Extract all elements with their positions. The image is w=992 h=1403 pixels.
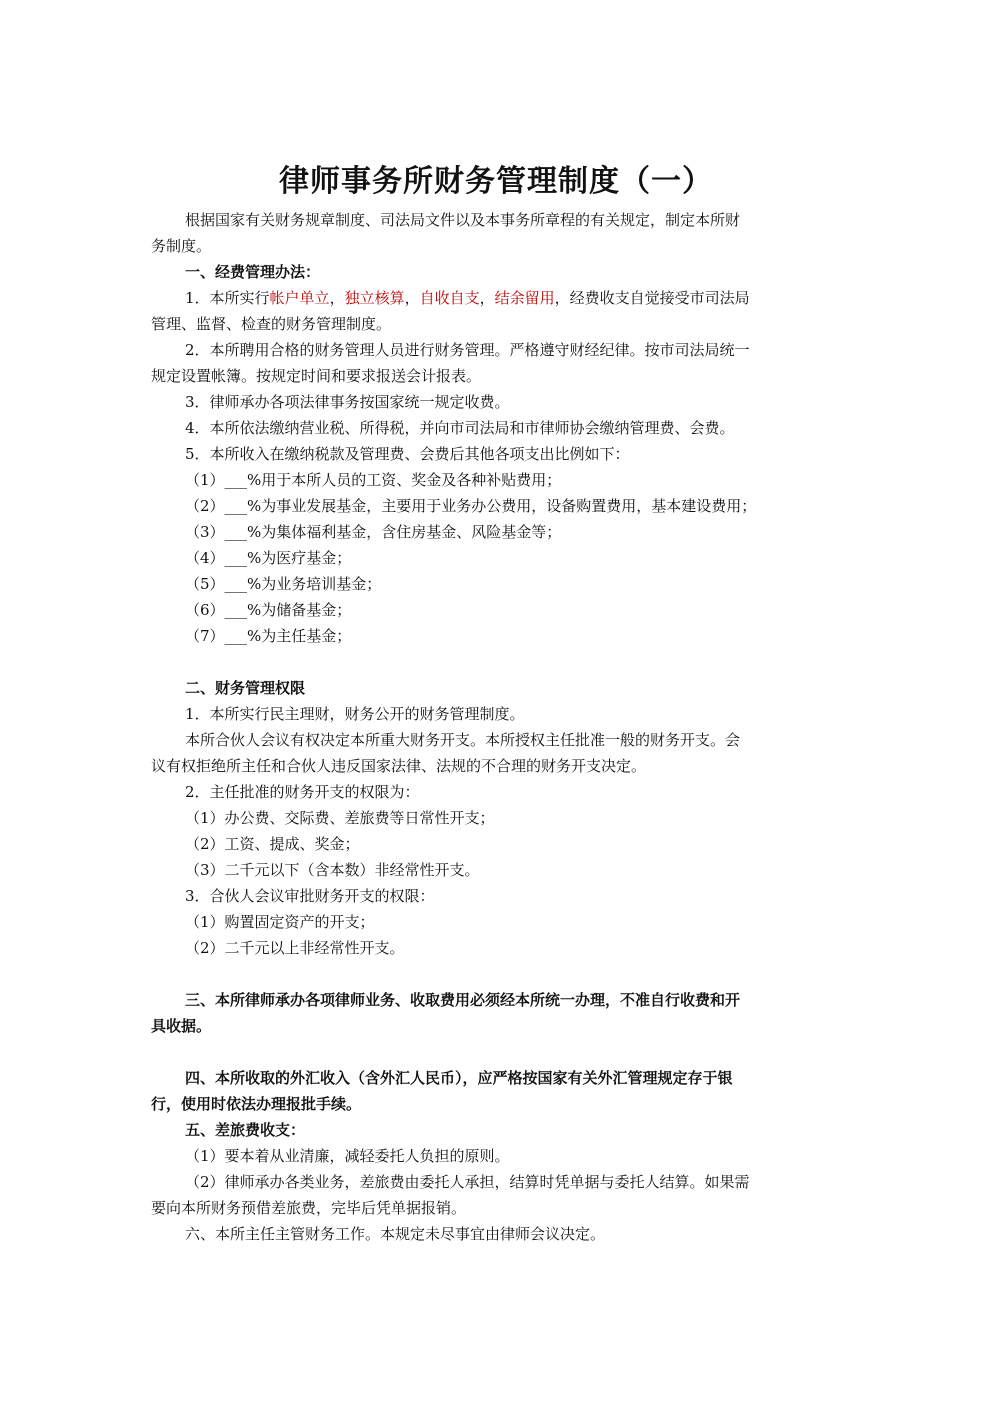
section5-sub1: （1）要本着从业清廉，减轻委托人负担的原则。 <box>185 1147 510 1165</box>
ratio-item: （6）___%为储备基金； <box>185 601 352 619</box>
section4-paragraph-cont: 行，使用时依法办理报批手续。 <box>151 1095 362 1113</box>
separator: ， <box>329 289 345 307</box>
section1-item2: 2．本所聘用合格的财务管理人员进行财务管理。严格遵守财经纪律。按市司法局统一 <box>185 341 750 359</box>
section1-item1 <box>151 285 845 311</box>
section2-item3: 3．合伙人会议审批财务开支的权限： <box>185 887 435 905</box>
intro-paragraph-cont: 务制度。 <box>151 237 212 255</box>
section1-item4: 4．本所依法缴纳营业税、所得税，并向市司法局和市律师协会缴纳管理费、会费。 <box>185 419 735 437</box>
section5-sub2-cont: 要向本所财务预借差旅费，完毕后凭单据报销。 <box>151 1199 467 1217</box>
section2-item2-sub: （1）办公费、交际费、差旅费等日常性开支； <box>185 809 495 827</box>
document-title: 律师事务所财务管理制度（一） <box>279 164 713 199</box>
section3-paragraph-cont: 具收据。 <box>151 1017 212 1035</box>
section2-heading: 二、财务管理权限 <box>185 679 306 697</box>
section2-item3-sub: （1）购置固定资产的开支； <box>185 913 375 931</box>
section2-paragraph-cont: 议有权拒绝所主任和合伙人违反国家法律、法规的不合理的财务开支决定。 <box>151 757 647 775</box>
section6-paragraph: 六、本所主任主管财务工作。本规定未尽事宜由律师会议决定。 <box>185 1225 606 1243</box>
intro-paragraph: 根据国家有关财务规章制度、司法局文件以及本事务所章程的有关规定，制定本所财 <box>185 211 741 229</box>
highlight-accounting: 独立核算 <box>344 289 405 307</box>
ratio-item: （3）___%为集体福利基金，含住房基金、风险基金等； <box>185 523 562 541</box>
section1-heading: 一、经费管理办法： <box>185 263 321 281</box>
section1-item1-rest: ，经费收支自觉接受市司法局 <box>554 289 750 307</box>
highlight-account: 帐户单立 <box>269 289 330 307</box>
ratio-item: （7）___%为主任基金； <box>185 627 352 645</box>
section1-item5: 5．本所收入在缴纳税款及管理费、会费后其他各项支出比例如下： <box>185 445 630 463</box>
section4-paragraph: 四、本所收取的外汇收入（含外汇人民币），应严格按国家有关外汇管理规定存于银 <box>185 1069 733 1087</box>
separator: ， <box>404 289 420 307</box>
spacer <box>151 649 845 675</box>
section2-item2-sub: （2）工资、提成、奖金； <box>185 835 360 853</box>
separator: ， <box>479 289 495 307</box>
section3-paragraph: 三、本所律师承办各项律师业务、收取费用必须经本所统一办理，不准自行收费和开 <box>185 991 741 1009</box>
ratio-item: （1）___%用于本所人员的工资、奖金及各种补贴费用； <box>185 471 562 489</box>
ratio-item: （5）___%为业务培训基金； <box>185 575 382 593</box>
section1-item1-prefix: 1．本所实行 <box>185 289 270 307</box>
ratio-item: （4）___%为医疗基金； <box>185 549 352 567</box>
section2-paragraph: 本所合伙人会议有权决定本所重大财务开支。本所授权主任批准一般的财务开支。会 <box>185 731 741 749</box>
spacer <box>151 961 845 987</box>
section2-item3-sub: （2）二千元以上非经常性开支。 <box>185 939 405 957</box>
spacer <box>151 1039 845 1065</box>
document-body <box>151 207 845 1247</box>
ratio-item: （2）___%为事业发展基金，主要用于业务办公费用，设备购置费用，基本建设费用； <box>185 497 757 515</box>
section5-heading: 五、差旅费收支： <box>185 1121 306 1139</box>
section2-item2-sub: （3）二千元以下（含本数）非经常性开支。 <box>185 861 480 879</box>
section1-item3: 3．律师承办各项法律事务按国家统一规定收费。 <box>185 393 510 411</box>
section1-item2-cont: 规定设置帐簿。按规定时间和要求报送会计报表。 <box>151 367 482 385</box>
highlight-self-funding: 自收自支 <box>419 289 480 307</box>
section2-item1: 1．本所实行民主理财，财务公开的财务管理制度。 <box>185 705 525 723</box>
highlight-surplus: 结余留用 <box>494 289 555 307</box>
section5-sub2: （2）律师承办各类业务，差旅费由委托人承担，结算时凭单据与委托人结算。如果需 <box>185 1173 750 1191</box>
section2-item2: 2．主任批准的财务开支的权限为： <box>185 783 420 801</box>
section1-item1-cont: 管理、监督、检查的财务管理制度。 <box>151 315 392 333</box>
